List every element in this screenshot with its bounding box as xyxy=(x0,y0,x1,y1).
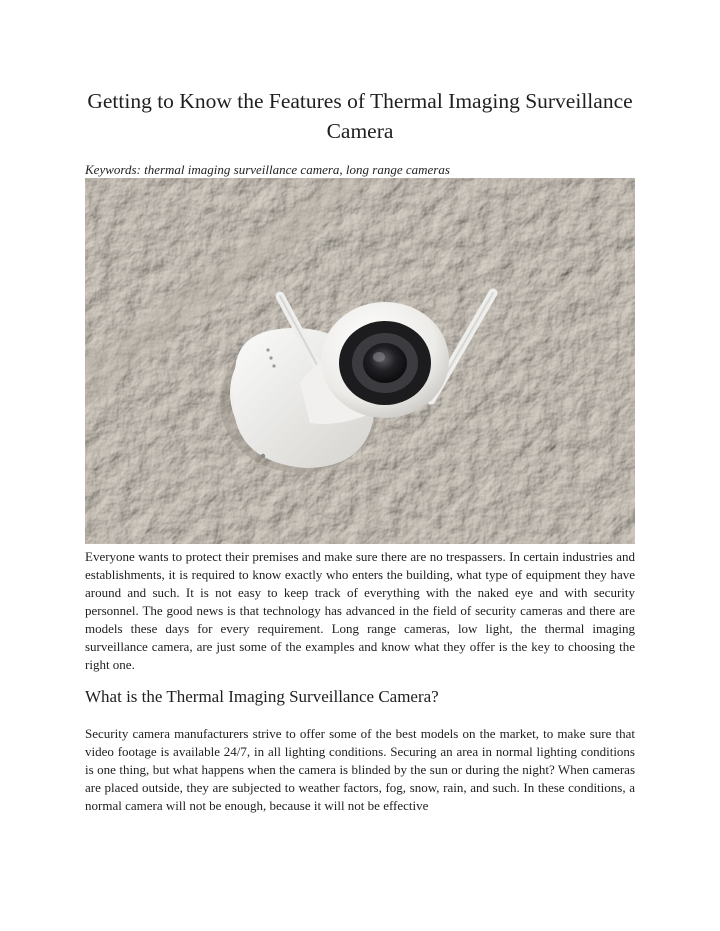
camera-photo xyxy=(85,178,635,544)
section-paragraph: Security camera manufacturers strive to offer some of the best models on the market, to make sure that video footage is available 24/7, in all lighting conditions. Securing an area in normal lighting conditions is one thing, but what happens when the camera is blinded by the sun or during the night? When cameras are placed outside, they are subjected to weather factors, fog, snow, rain, and such. In these conditions, a normal camera will not be enough, because it will not be effective xyxy=(85,726,635,813)
section-heading: What is the Thermal Imaging Surveillance Camera? xyxy=(85,687,439,706)
surveillance-camera-image xyxy=(85,178,635,544)
keywords-line: Keywords: thermal imaging surveillance camera, long range cameras xyxy=(85,162,450,177)
document-title: Getting to Know the Features of Thermal Imaging Surveillance Camera xyxy=(87,89,633,143)
intro-paragraph: Everyone wants to protect their premises and make sure there are no trespassers. In certain industries and establishments, it is required to know exactly who enters the building, what type of equipment they have around and such. It is not easy to keep track of everything with the naked eye and with security personnel. The good news is that technology has advanced in the field of security cameras and there are models these days for every requirement. Long range cameras, low light, the thermal imaging surveillance camera, are just some of the examples and know what they offer is the key to choosing the right one. xyxy=(85,549,635,672)
